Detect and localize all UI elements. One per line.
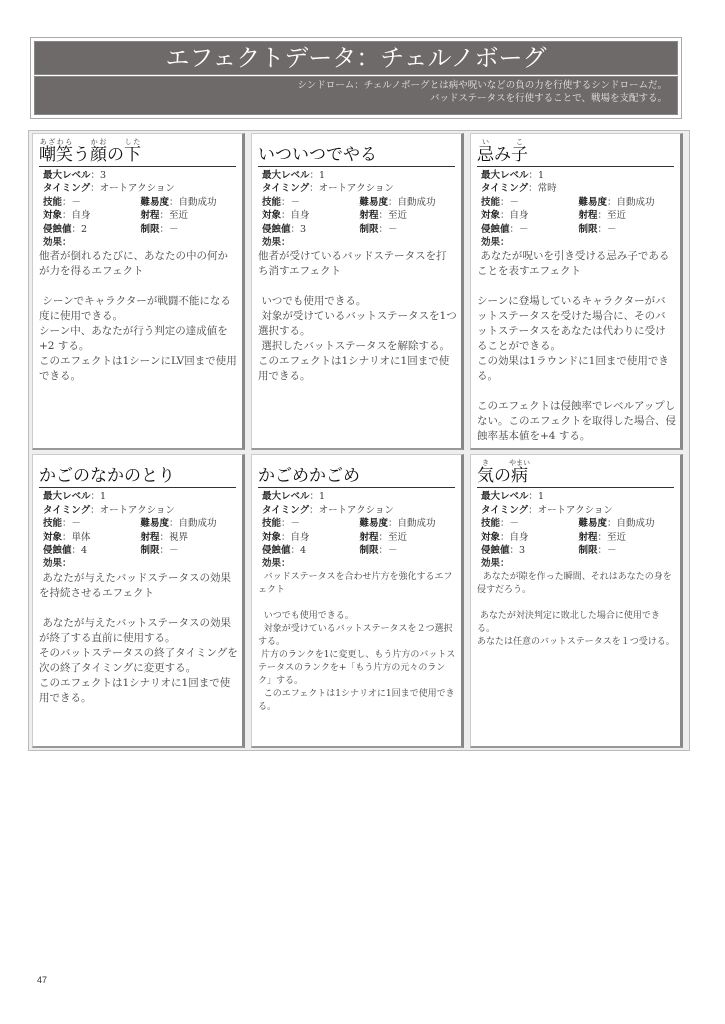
title-ruby	[477, 138, 494, 165]
stat-value: 1	[538, 491, 545, 503]
stat-label: 対象	[481, 210, 501, 222]
stat-row	[481, 531, 676, 544]
title-text: かごめかごめ	[258, 466, 360, 487]
stat-label: 射程	[359, 531, 379, 543]
effect-label: 効果：	[43, 237, 72, 249]
stat-limit: 制限：－	[578, 545, 617, 557]
stat-limit: 制限：－	[359, 545, 398, 557]
stat-value: 単体	[71, 531, 91, 543]
stat-label: 対象	[43, 531, 63, 543]
stat-difficulty: 難易度：自動成功	[578, 518, 655, 530]
stat-value: 1	[538, 170, 545, 181]
ruby-reading: こ	[511, 138, 528, 146]
effect-text	[39, 571, 238, 706]
stat-value: 2	[81, 223, 88, 235]
effect-stats	[258, 490, 457, 570]
stat-range: 射程：至近	[578, 531, 627, 543]
effect-line	[39, 279, 238, 294]
title-text: 病	[509, 466, 530, 487]
stat-row	[262, 209, 457, 222]
effect-label: 効果：	[262, 558, 291, 570]
ruby-reading: き	[477, 459, 494, 468]
stat-label: 対象	[262, 210, 282, 222]
effect-text	[477, 571, 676, 649]
effect-title	[39, 457, 236, 488]
stat-range: 射程：視界	[140, 531, 189, 543]
stat-value: 自動成功	[397, 196, 436, 208]
ruby-reading: やまい	[509, 459, 530, 468]
stat-value: －	[519, 223, 529, 235]
stat-target: 対象：自身	[262, 210, 310, 222]
stat-value: －	[169, 223, 179, 235]
stat-timing: タイミング：オートアクション	[43, 504, 175, 516]
title-ruby	[509, 459, 530, 487]
effect-line: このエフェクトは1シナリオに1回まで使用できる。	[39, 676, 231, 704]
effect-line: このエフェクトは侵蝕率でレベルアップしない。このエフェクトを取得した場合、侵蝕率基本値を+4 する。	[477, 400, 676, 443]
stat-max-level: 最大レベル：1	[262, 170, 326, 181]
title-text: 子	[511, 145, 528, 165]
ruby-reading: かお	[90, 138, 107, 146]
title-text: 顔	[90, 145, 107, 165]
effect-line: この効果は1ラウンドに1回まで使用できる。	[477, 355, 669, 383]
stat-timing: タイミング：オートアクション	[262, 183, 394, 195]
stat-max-level: 最大レベル：1	[481, 170, 545, 181]
stat-difficulty: 難易度：自動成功	[359, 518, 436, 530]
stat-max-level: 最大レベル：1	[481, 491, 545, 503]
stat-label: 制限	[359, 223, 379, 235]
stat-range: 射程：至近	[359, 531, 408, 543]
stat-value: 常時	[537, 183, 557, 195]
stat-value: －	[388, 545, 398, 557]
page-title: エフェクトデータ：チェルノボーグ	[34, 41, 678, 75]
stat-label: 制限	[578, 223, 598, 235]
stat-skill: 技能：－	[43, 518, 82, 530]
stat-erosion: 侵蝕値：－	[481, 223, 529, 235]
stat-value: オートアクション	[318, 183, 394, 195]
stat-value: 自身	[290, 210, 310, 222]
stat-value: －	[388, 223, 398, 235]
stat-label: タイミング	[43, 183, 91, 195]
stat-label: 難易度	[578, 196, 608, 208]
stat-label: 対象	[43, 210, 63, 222]
stat-value: 自動成功	[397, 518, 436, 530]
title-text: の	[107, 145, 124, 165]
stat-label: 難易度	[140, 518, 170, 530]
stat-label: 最大レベル	[262, 491, 310, 503]
stat-label: 難易度	[140, 196, 170, 208]
stat-label: 最大レベル	[481, 491, 529, 503]
effect-line: 対象が受けているバットステータスを２つ選択する。	[258, 623, 453, 647]
stat-row	[43, 517, 238, 530]
stat-value: 自動成功	[178, 518, 217, 530]
stat-target: 対象：自身	[481, 531, 529, 543]
stat-skill: 技能：－	[481, 196, 520, 208]
stat-difficulty: 難易度：自動成功	[359, 196, 436, 208]
effect-stats	[477, 490, 676, 570]
effect-label: 効果：	[481, 237, 510, 249]
effect-line: このエフェクトは1シーンにLV回まで使用できる。	[39, 355, 237, 383]
stat-erosion: 侵蝕値：3	[262, 223, 307, 235]
title-text: 忌	[477, 145, 494, 165]
stat-row	[481, 544, 676, 557]
stat-erosion: 侵蝕値：4	[43, 545, 88, 557]
stat-label: 最大レベル	[43, 170, 91, 181]
effect-line: シーンに登場しているキャラクターがバットステータスを受けた場合に、そのバットステータスをあなたは代わりに受けることができる。	[477, 295, 666, 353]
effect-title	[258, 457, 455, 488]
stat-skill: 技能：－	[43, 196, 82, 208]
stat-limit: 制限：－	[140, 545, 179, 557]
title-text: かごのなかのとり	[39, 466, 175, 487]
stat-value: 至近	[607, 210, 627, 222]
effect-stats	[258, 169, 457, 249]
stat-label: 侵蝕値	[481, 545, 510, 557]
stat-value: オートアクション	[318, 504, 394, 516]
title-ruby	[39, 138, 73, 165]
effect-stats	[477, 169, 676, 249]
stat-value: 3	[100, 170, 107, 181]
stat-label: 侵蝕値	[43, 545, 72, 557]
stat-label: 射程	[359, 210, 379, 222]
stat-max-level: 最大レベル：3	[43, 170, 107, 181]
effect-card	[32, 133, 245, 450]
effect-label: 効果：	[481, 558, 510, 570]
stat-label: 技能	[481, 196, 501, 208]
effect-line: いつでも使用できる。	[258, 295, 367, 308]
stat-label: 難易度	[359, 518, 389, 530]
ruby-reading: した	[124, 138, 141, 146]
title-text: み	[494, 145, 511, 165]
stat-difficulty: 難易度：自動成功	[578, 196, 655, 208]
stat-value: 自身	[290, 531, 310, 543]
stat-label: 侵蝕値	[481, 223, 510, 235]
stat-value: オートアクション	[537, 504, 613, 516]
stat-value: 4	[81, 545, 88, 557]
effect-line	[258, 279, 457, 294]
stat-label: 最大レベル	[262, 170, 310, 181]
stat-value: 至近	[169, 210, 189, 222]
stat-row	[481, 196, 676, 209]
stat-label: 射程	[140, 210, 160, 222]
title-text: の	[494, 466, 511, 487]
stat-label: 最大レベル	[43, 491, 91, 503]
description-line: バッドステータスを行使することで、戦場を支配する。	[429, 93, 667, 104]
stat-row	[481, 209, 676, 222]
ruby-reading: あざわら	[39, 138, 73, 146]
stat-label: 侵蝕値	[43, 223, 72, 235]
description-line: シンドローム：チェルノボーグとは病や呪いなどの負の力を行使するシンドロームだ。	[297, 80, 667, 91]
title-text: 嘲笑	[39, 145, 73, 165]
effect-label: 効果：	[43, 558, 72, 570]
stat-label: 侵蝕値	[262, 545, 291, 557]
stat-target: 対象：自身	[43, 210, 91, 222]
stat-value: 1	[100, 491, 107, 503]
stat-value: 自身	[509, 210, 529, 222]
effect-line: バッドステータスを合わせ片方を強化するエフェクト	[258, 571, 453, 595]
effect-line: あなたが隙を作った瞬間、それはあなたの身を侵すだろう。	[477, 571, 672, 595]
stat-label: 制限	[140, 545, 160, 557]
stat-row	[43, 544, 238, 557]
stat-target: 対象：自身	[481, 210, 529, 222]
effect-line: シーン中、あなたが行う判定の達成値を+2 する。	[39, 325, 228, 353]
stat-target: 対象：自身	[262, 531, 310, 543]
stat-value: －	[509, 196, 520, 208]
effect-label: 効果：	[262, 237, 291, 249]
stat-erosion: 侵蝕値：4	[262, 545, 307, 557]
effect-line: 他者が受けているバッドステータスを打ち消すエフェクト	[258, 250, 447, 278]
effect-card	[251, 454, 464, 748]
stat-row	[262, 223, 457, 236]
stat-value: 自身	[509, 531, 529, 543]
title-text: 気	[477, 466, 494, 487]
stat-row	[43, 531, 238, 544]
stat-limit: 制限：－	[140, 223, 179, 235]
stat-label: 対象	[262, 531, 282, 543]
stat-row	[262, 544, 457, 557]
stat-value: 自動成功	[178, 196, 217, 208]
effect-text	[477, 249, 676, 444]
effect-line: あなたは任意のバットステータスを１つ受ける。	[477, 636, 675, 647]
title-ruby	[90, 138, 107, 165]
stat-label: 制限	[359, 545, 379, 557]
stat-label: タイミング	[481, 183, 529, 195]
stat-label: 技能	[262, 518, 282, 530]
stat-value: －	[71, 518, 82, 530]
stat-difficulty: 難易度：自動成功	[140, 196, 217, 208]
ruby-reading: い	[477, 138, 494, 146]
effect-line: このエフェクトは1シナリオに1回まで使用できる。	[258, 355, 450, 383]
title-text: いついつでやる	[258, 145, 377, 165]
stat-value: －	[607, 223, 617, 235]
stat-value: 1	[319, 170, 326, 181]
stat-label: 射程	[578, 531, 598, 543]
stat-label: 制限	[140, 223, 160, 235]
stat-timing: タイミング：オートアクション	[481, 504, 613, 516]
stat-value: 視界	[169, 531, 189, 543]
stat-label: 対象	[481, 531, 501, 543]
effect-line: あなたが与えたバットステータスの効果が終了する直前に使用する。	[39, 616, 232, 644]
effect-line: あなたが対決判定に敗北した場合に使用できる。	[477, 610, 660, 634]
stat-range: 射程：至近	[578, 210, 627, 222]
stat-value: 4	[300, 545, 307, 557]
stat-skill: 技能：－	[262, 518, 301, 530]
title-ruby	[511, 138, 528, 165]
stat-timing: タイミング：オートアクション	[43, 183, 175, 195]
effect-line	[477, 384, 676, 399]
title-ruby	[124, 138, 141, 165]
stat-erosion: 侵蝕値：2	[43, 223, 88, 235]
stat-target: 対象：単体	[43, 531, 91, 543]
stat-value: 自動成功	[616, 518, 655, 530]
effect-line	[258, 597, 457, 610]
effect-title	[477, 136, 674, 167]
stat-label: タイミング	[262, 183, 310, 195]
effect-line: 他者が倒れるたびに、あなたの中の何かが力を得るエフェクト	[39, 250, 228, 278]
stat-skill: 技能：－	[481, 518, 520, 530]
stat-value: オートアクション	[99, 504, 175, 516]
title-text: 下	[124, 145, 141, 165]
stat-value: －	[290, 518, 301, 530]
effect-stats	[39, 169, 238, 249]
stat-value: －	[169, 545, 179, 557]
stat-value: 自身	[71, 210, 91, 222]
effect-card	[470, 454, 683, 748]
effect-line: シーンでキャラクターが戦闘不能になる度に使用できる。	[39, 295, 231, 323]
title-text: う	[73, 145, 90, 165]
stat-label: 難易度	[359, 196, 389, 208]
effect-title	[258, 136, 455, 167]
effect-line: 対象が受けているバットステータスを1つ選択する。	[258, 310, 457, 338]
effect-card	[470, 133, 683, 450]
stat-row	[43, 209, 238, 222]
stat-label: 射程	[578, 210, 598, 222]
stat-value: －	[509, 518, 520, 530]
stat-difficulty: 難易度：自動成功	[140, 518, 217, 530]
effect-card	[251, 133, 464, 450]
stat-value: 至近	[607, 531, 627, 543]
effect-line: そのバットステータスの終了タイミングを次の終了タイミングに変更する。	[39, 646, 238, 674]
stat-limit: 制限：－	[578, 223, 617, 235]
effect-line	[477, 279, 676, 294]
effect-text	[39, 249, 238, 384]
stat-range: 射程：至近	[359, 210, 408, 222]
stat-label: 技能	[262, 196, 282, 208]
stat-value: 3	[300, 223, 307, 235]
effect-text	[258, 571, 457, 714]
stat-value: オートアクション	[99, 183, 175, 195]
stat-label: 制限	[578, 545, 598, 557]
stat-row	[481, 223, 676, 236]
effect-line: このエフェクトは1シナリオに1回まで使用できる。	[258, 688, 455, 712]
stat-label: 侵蝕値	[262, 223, 291, 235]
stat-limit: 制限：－	[359, 223, 398, 235]
effect-line: 片方のランクを1に変更し、もう片方のバットステータスのランクを+「もう片方の元々のランク」する。	[258, 649, 456, 686]
stat-label: 技能	[43, 518, 63, 530]
page-number: 47	[37, 975, 48, 985]
stat-value: －	[607, 545, 617, 557]
stat-label: タイミング	[43, 504, 91, 516]
stat-label: 技能	[43, 196, 63, 208]
stat-erosion: 侵蝕値：3	[481, 545, 526, 557]
stat-timing: タイミング：オートアクション	[262, 504, 394, 516]
stat-max-level: 最大レベル：1	[262, 491, 326, 503]
stat-row	[262, 517, 457, 530]
effect-card-grid	[28, 130, 690, 751]
stat-value: 至近	[388, 531, 408, 543]
effect-card	[32, 454, 245, 748]
stat-value: 1	[319, 491, 326, 503]
stat-label: タイミング	[262, 504, 310, 516]
stat-range: 射程：至近	[140, 210, 189, 222]
stat-label: 難易度	[578, 518, 608, 530]
stat-row	[481, 517, 676, 530]
stat-row	[262, 196, 457, 209]
stat-label: 射程	[140, 531, 160, 543]
effect-stats	[39, 490, 238, 570]
stat-label: タイミング	[481, 504, 529, 516]
effect-line: 選択したバットステータスを解除する。	[258, 340, 451, 353]
effect-text	[258, 249, 457, 384]
stat-row	[43, 196, 238, 209]
stat-max-level: 最大レベル：1	[43, 491, 107, 503]
title-ruby	[477, 459, 494, 487]
effect-title	[39, 136, 236, 167]
stat-value: 至近	[388, 210, 408, 222]
stat-value: －	[71, 196, 82, 208]
effect-line	[477, 597, 676, 610]
effect-line	[39, 601, 238, 616]
stat-row	[43, 223, 238, 236]
stat-label: 技能	[481, 518, 501, 530]
stat-skill: 技能：－	[262, 196, 301, 208]
stat-value: 自動成功	[616, 196, 655, 208]
page-header	[30, 37, 682, 119]
stat-label: 最大レベル	[481, 170, 529, 181]
stat-row	[262, 531, 457, 544]
stat-value: 3	[519, 545, 526, 557]
effect-title	[477, 457, 674, 488]
stat-timing: タイミング：常時	[481, 183, 557, 195]
effect-line: あなたが与えたバッドステータスの効果を持続させるエフェクト	[39, 571, 232, 599]
syndrome-description	[34, 76, 678, 115]
stat-value: －	[290, 196, 301, 208]
effect-line: あなたが呪いを引き受ける忌み子であることを表すエフェクト	[477, 250, 670, 278]
effect-line: いつでも使用できる。	[258, 610, 354, 621]
